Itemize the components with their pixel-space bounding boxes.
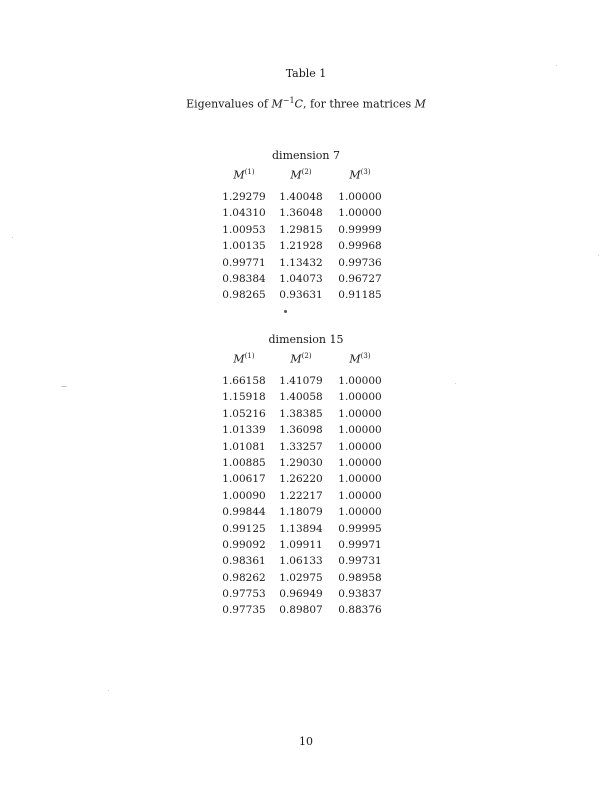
column-headers-dimension-15 <box>0 352 612 366</box>
table-cell-m1: 0.99771 <box>222 256 266 269</box>
table-cell-m1: 0.98262 <box>222 571 266 584</box>
column-header-sup: (1) <box>244 352 255 360</box>
table-cell-m3: 0.93837 <box>338 588 382 601</box>
table-row <box>0 289 612 305</box>
table-cell-m1: 0.99092 <box>222 538 266 551</box>
column-header-base: M <box>233 352 245 366</box>
column-header-m3 <box>325 352 395 366</box>
table-row <box>0 391 612 407</box>
table-label: Table 1 <box>285 67 327 80</box>
table-row <box>0 588 612 604</box>
table-cell-m2: 1.29030 <box>279 456 323 469</box>
table-cell-m1: 1.00617 <box>222 473 266 486</box>
table-cell-m1: 0.98361 <box>222 555 266 568</box>
table-cell-m3: 0.98958 <box>338 571 382 584</box>
table-cell-m3: 1.00000 <box>338 473 382 486</box>
table-row <box>0 273 612 289</box>
table-cell-m2: 1.06133 <box>279 555 323 568</box>
table-cell-m3: 0.99999 <box>338 223 382 236</box>
table-row <box>0 441 612 457</box>
table-cell-m3: 0.88376 <box>338 604 382 617</box>
table-row <box>0 408 612 424</box>
column-header-base: M <box>349 352 361 366</box>
column-header-sup: (2) <box>301 352 312 360</box>
caption-math-tail: C <box>294 97 303 111</box>
table-cell-m3: 1.00000 <box>338 207 382 220</box>
table-cell-m1: 0.99844 <box>222 506 266 519</box>
table-cell-m3: 1.00000 <box>338 391 382 404</box>
column-header-sup: (1) <box>244 168 255 176</box>
table-cell-m3: 0.91185 <box>338 289 382 302</box>
table-row <box>0 572 612 588</box>
column-header-sup: (3) <box>360 168 371 176</box>
scan-speck <box>108 690 109 691</box>
scan-speck <box>61 386 67 387</box>
eigenvalue-table-dimension-7 <box>0 191 612 306</box>
column-header-base: M <box>349 168 361 182</box>
caption-math-base: M <box>271 97 283 111</box>
table-cell-m2: 1.22217 <box>279 489 323 502</box>
table-cell-m1: 0.99125 <box>222 522 266 535</box>
eigenvalue-table-dimension-15 <box>0 375 612 621</box>
table-row <box>0 604 612 620</box>
table-cell-m3: 0.99971 <box>338 538 382 551</box>
table-row <box>0 240 612 256</box>
column-header-base: M <box>233 168 245 182</box>
table-cell-m2: 1.02975 <box>279 571 323 584</box>
table-cell-m2: 1.36048 <box>279 207 323 220</box>
table-cell-m2: 1.38385 <box>279 407 323 420</box>
caption-math-end: M <box>414 97 426 111</box>
caption-suffix: , for three matrices <box>302 97 415 111</box>
table-row <box>0 555 612 571</box>
table-row <box>0 224 612 240</box>
table-row <box>0 523 612 539</box>
table-row <box>0 191 612 207</box>
table-caption <box>0 96 612 111</box>
table-cell-m2: 1.40048 <box>279 191 323 203</box>
table-cell-m1: 0.98265 <box>222 289 266 302</box>
table-cell-m2: 1.09911 <box>279 538 323 551</box>
table-cell-m3: 1.00000 <box>338 407 382 420</box>
table-cell-m1: 1.04310 <box>222 207 266 220</box>
block-title-dimension-15: dimension 15 <box>268 333 344 346</box>
table-cell-m1: 1.00953 <box>222 223 266 236</box>
table-cell-m2: 1.26220 <box>279 473 323 486</box>
table-cell-m1: 1.01081 <box>222 440 266 453</box>
table-row <box>0 257 612 273</box>
table-cell-m2: 0.96949 <box>279 588 323 601</box>
scan-speck <box>598 255 599 256</box>
column-header-base: M <box>290 352 302 366</box>
table-cell-m3: 0.99736 <box>338 256 382 269</box>
table-row <box>0 424 612 440</box>
table-cell-m3: 0.99968 <box>338 240 382 253</box>
table-cell-m1: 1.01339 <box>222 424 266 437</box>
table-cell-m1: 1.29279 <box>222 191 266 203</box>
table-cell-m3: 1.00000 <box>338 375 382 387</box>
table-row <box>0 457 612 473</box>
table-cell-m3: 0.96727 <box>338 272 382 285</box>
table-cell-m1: 1.05216 <box>222 407 266 420</box>
table-cell-m1: 1.66158 <box>222 375 266 387</box>
table-cell-m3: 1.00000 <box>338 191 382 203</box>
table-cell-m2: 1.21928 <box>279 240 323 253</box>
table-cell-m3: 0.99995 <box>338 522 382 535</box>
table-cell-m2: 1.41079 <box>279 375 323 387</box>
table-cell-m3: 1.00000 <box>338 424 382 437</box>
scan-speck <box>284 310 287 313</box>
table-cell-m3: 0.99731 <box>338 555 382 568</box>
page-number: 10 <box>299 735 313 748</box>
column-header-m3 <box>325 168 395 182</box>
table-cell-m1: 1.00090 <box>222 489 266 502</box>
table-cell-m2: 0.89807 <box>279 604 323 617</box>
table-cell-m1: 1.00135 <box>222 240 266 253</box>
table-cell-m1: 1.15918 <box>222 391 266 404</box>
scan-speck <box>455 383 456 384</box>
table-cell-m2: 1.13432 <box>279 256 323 269</box>
table-cell-m3: 1.00000 <box>338 489 382 502</box>
caption-math-sup: −1 <box>282 96 295 105</box>
table-cell-m2: 1.36098 <box>279 424 323 437</box>
table-cell-m1: 1.00885 <box>222 456 266 469</box>
table-cell-m2: 1.33257 <box>279 440 323 453</box>
table-cell-m1: 0.97735 <box>222 604 266 617</box>
table-row <box>0 506 612 522</box>
table-cell-m2: 1.13894 <box>279 522 323 535</box>
table-cell-m3: 1.00000 <box>338 440 382 453</box>
table-row <box>0 473 612 489</box>
table-row <box>0 539 612 555</box>
table-cell-m2: 1.29815 <box>279 223 323 236</box>
table-cell-m3: 1.00000 <box>338 506 382 519</box>
table-cell-m2: 1.04073 <box>279 272 323 285</box>
column-header-sup: (3) <box>360 352 371 360</box>
table-row <box>0 207 612 223</box>
table-cell-m1: 0.98384 <box>222 272 266 285</box>
table-cell-m2: 0.93631 <box>279 289 323 302</box>
table-cell-m2: 1.18079 <box>279 506 323 519</box>
scan-speck <box>12 237 13 238</box>
column-headers-dimension-7 <box>0 168 612 182</box>
table-row <box>0 375 612 391</box>
scan-speck <box>556 65 557 66</box>
block-title-dimension-7: dimension 7 <box>272 149 340 162</box>
column-header-base: M <box>290 168 302 182</box>
column-header-sup: (2) <box>301 168 312 176</box>
table-cell-m1: 0.97753 <box>222 588 266 601</box>
table-row <box>0 490 612 506</box>
table-cell-m3: 1.00000 <box>338 456 382 469</box>
table-cell-m2: 1.40058 <box>279 391 323 404</box>
caption-prefix: Eigenvalues of <box>186 97 272 111</box>
